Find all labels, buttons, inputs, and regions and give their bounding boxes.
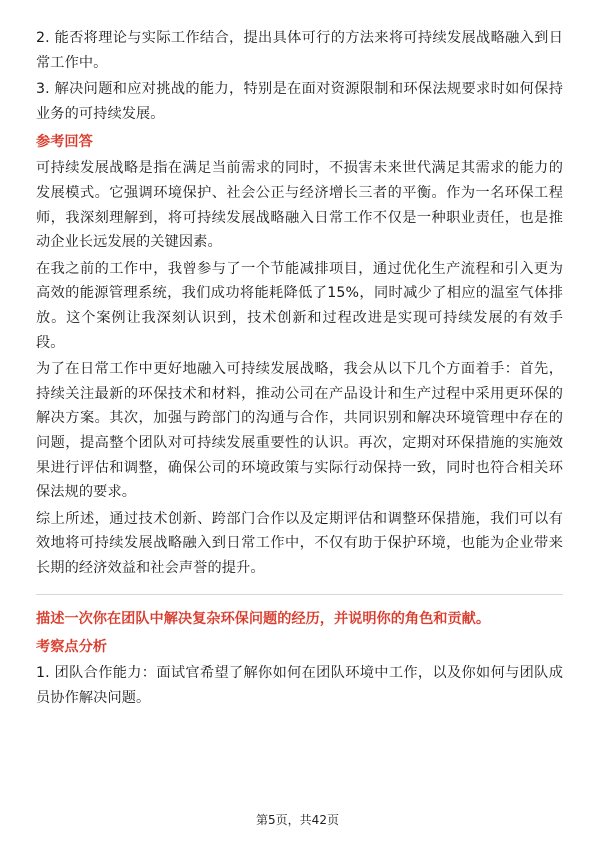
section-divider <box>36 594 563 595</box>
intro-item-3: 3. 解决问题和应对挑战的能力，特别是在面对资源限制和环保法规要求时如何保持业务的可持续发展。 <box>36 81 563 122</box>
reference-answer-heading: 参考回答 <box>36 134 93 151</box>
reference-paragraph-2: 在我之前的工作中，我曾参与了一个节能减排项目，通过优化生产流程和引入更为高效的能源管理系统，我们成功将能耗降低了15%，同时减少了相应的温室气体排放。这个案例让我深刻认识到，技术创新和过程改进是实现可持续发展的有效手段。 <box>36 260 563 351</box>
analysis-item-1: 1. 团队合作能力：面试官希望了解你如何在团队环境中工作，以及你如何与团队成员协作解决问题。 <box>36 665 563 707</box>
interview-question: 描述一次你在团队中解决复杂环保问题的经历，并说明你的角色和贡献。 <box>36 611 491 628</box>
intro-item-2: 2. 能否将理论与实际工作结合，提出具体可行的方法来将可持续发展战略融入到日常工作中。 <box>36 30 563 71</box>
reference-paragraph-1: 可持续发展战略是指在满足当前需求的同时，不损害未来世代满足其需求的能力的发展模式。它强调环境保护、社会公正与经济增长三者的平衡。作为一名环保工程师，我深刻理解到，将可持续发展战略融入日常工作不仅是一种职业责任，也是推动企业长远发展的关键因素。 <box>36 160 563 251</box>
reference-paragraph-3: 为了在日常工作中更好地融入可持续发展战略，我会从以下几个方面着手：首先，持续关注最新的环保技术和材料，推动公司在产品设计和生产过程中采用更环保的解决方案。其次，加强与跨部门的沟通与合作，共同识别和解决环境管理中存在的问题，提高整个团队对可持续发展重要性的认识。再次，定期对环保措施的实施效果进行评估和调整，确保公司的环境政策与实际行动保持一致，同时也符合相关环保法规的要求。 <box>36 361 563 501</box>
page-number: 第5页，共42页 <box>256 813 339 827</box>
analysis-heading: 考察点分析 <box>36 639 107 656</box>
reference-paragraph-4: 综上所述，通过技术创新、跨部门合作以及定期评估和调整环保措施，我们可以有效地将可持续发展战略融入到日常工作中，不仅有助于保护环境，也能为企业带来长期的经济效益和社会声誉的提升。 <box>36 510 563 576</box>
page-content <box>36 26 563 713</box>
